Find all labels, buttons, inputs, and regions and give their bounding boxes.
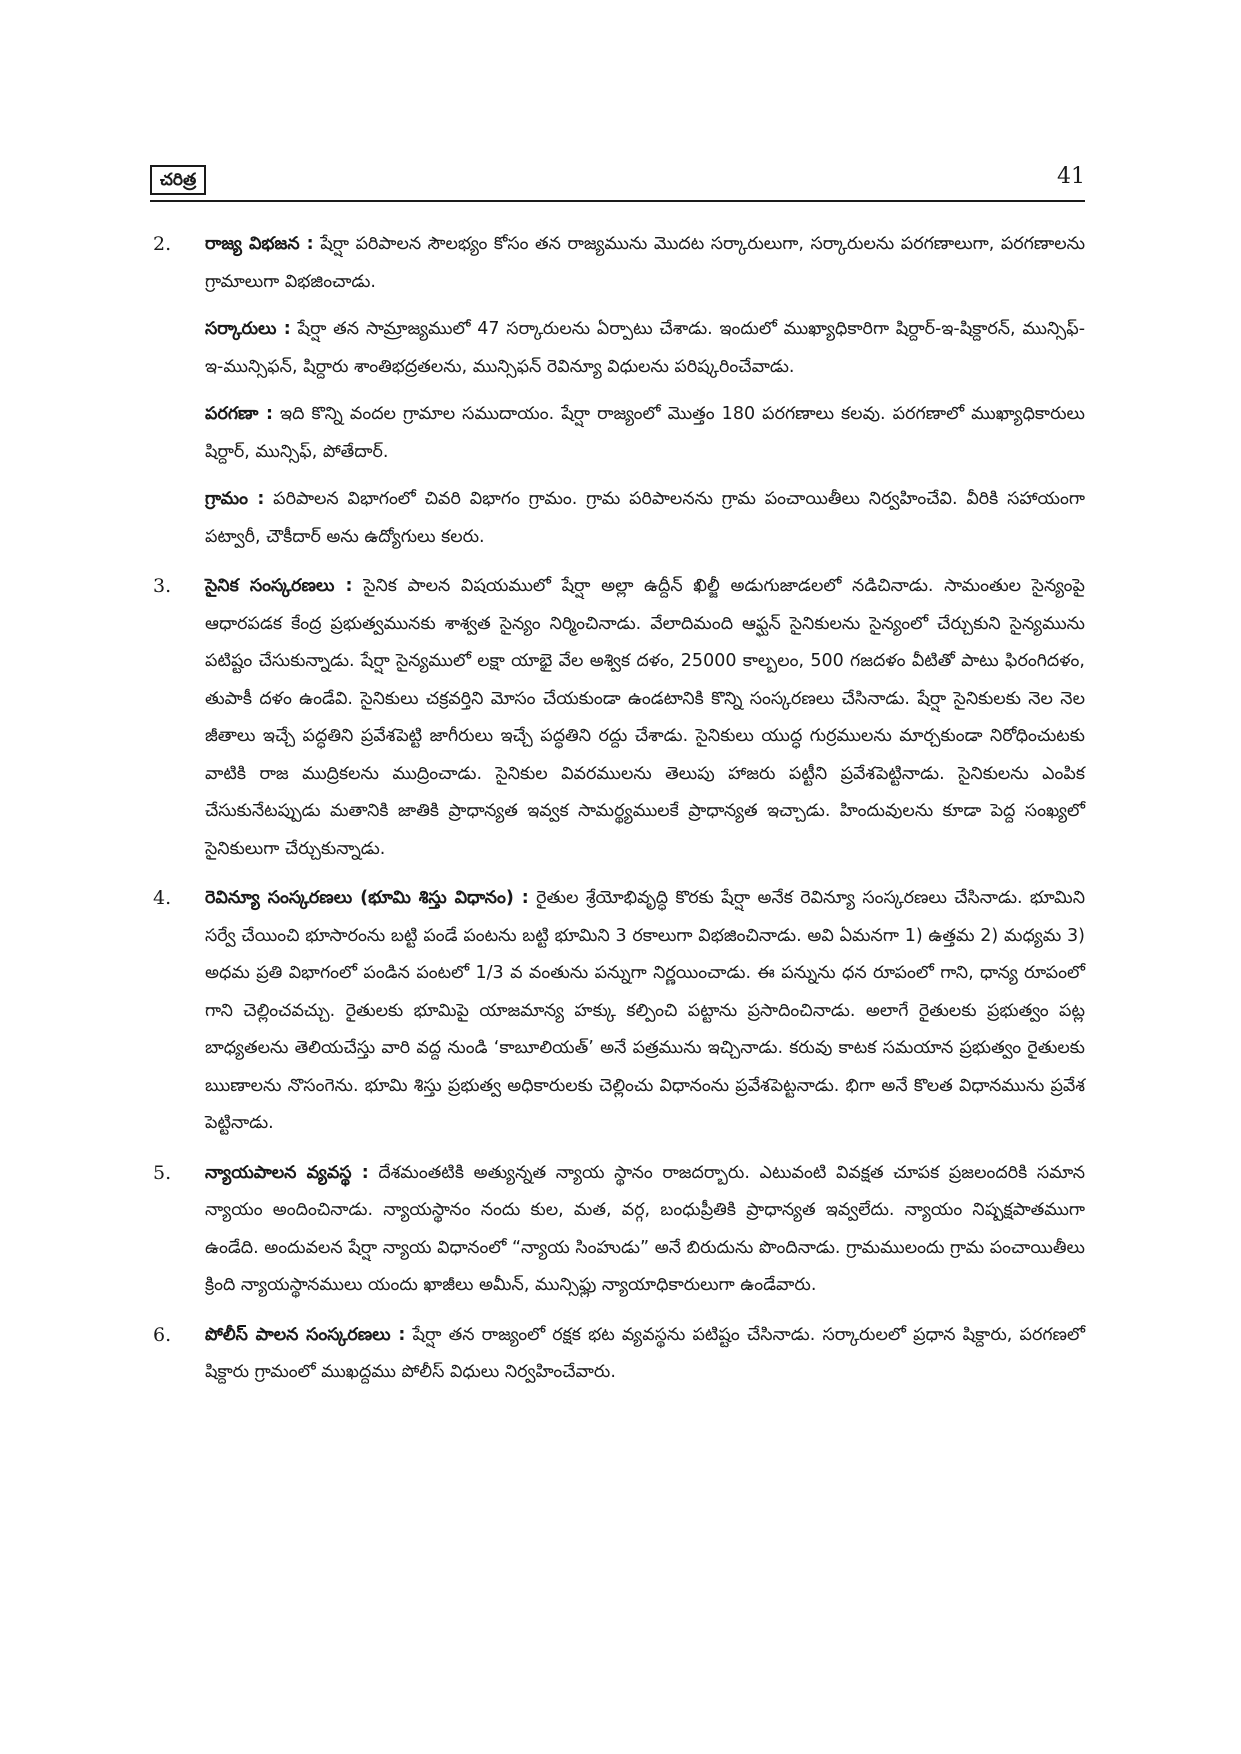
list-item-5 — [153, 1155, 1085, 1305]
paragraph — [205, 396, 1085, 471]
paragraph-heading: రాజ్య విభజన : — [205, 234, 314, 254]
chapter-label: చరిత్ర — [150, 165, 206, 195]
paragraph — [205, 481, 1085, 556]
paragraph — [205, 226, 1085, 301]
paragraph — [205, 880, 1085, 1143]
page-header — [150, 160, 1085, 202]
paragraph — [205, 311, 1085, 386]
list-item-3 — [153, 568, 1085, 868]
paragraph-heading: సర్కారులు : — [205, 319, 291, 339]
paragraph-heading: పోలీస్ పాలన సంస్కరణలు : — [205, 1324, 406, 1345]
paragraph-text: దేశమంతటికి అత్యున్నత న్యాయ స్థానం రాజదర్బారు. ఎటువంటి వివక్షత చూపక ప్రజలందరికి సమాన న్యాయం అందించినాడు. న్యాయస్థానం నందు కుల, మత, వర్గ, బంధుప్రీతికి ప్రాధాన్యత ఇవ్వలేదు. న్యాయం నిష్పక్షపాతముగా ఉండేది. అందువలన షేర్షా న్యాయ విధానంలో “న్యాయ సింహుడు” అనే బిరుదును పొందినాడు. గ్రామములందు గ్రామ పంచాయితీలు క్రింది న్యాయస్థానములు యందు ఖాజీలు అమీన్, మున్సిఫ్లు న్యాయాధికారులుగా ఉండేవారు. — [205, 1162, 1085, 1295]
paragraph-text: రైతుల శ్రేయోభివృద్ధి కొరకు షేర్షా అనేక రెవిన్యూ సంస్కరణలు చేసినాడు. భూమిని సర్వే చేయించి భూసారంను బట్టి పండే పంటను బట్టి భూమిని 3 రకాలుగా విభజించినాడు. అవి ఏమనగా 1) ఉత్తమ 2) మధ్యమ 3) అధమ ప్రతి విభాగంలో పండిన పంటలో 1/3 వ వంతును పన్నుగా నిర్ణయించాడు. ఈ పన్నును ధన రూపంలో గాని, ధాన్య రూపంలో గాని చెల్లించవచ్చు. రైతులకు భూమిపై యాజమాన్య హక్కు కల్పించి పట్టాను ప్రసాదించినాడు. అలాగే రైతులకు ప్రభుత్వం పట్ల బాధ్యతలను తెలియచేస్తు వారి వద్ద నుండి ‘కాబూలియత్’ అనే పత్రమును ఇచ్చినాడు. కరువు కాటక సమయాన ప్రభుత్వం రైతులకు ఋణాలను నొసంగెను. భూమి శిస్తు ప్రభుత్వ అధికారులకు చెల్లించు విధానంను ప్రవేశపెట్టనాడు. భిగా అనే కొలత విధానమును ప్రవేశ పెట్టినాడు. — [205, 888, 1085, 1133]
paragraph-heading: న్యాయపాలన వ్యవస్థ : — [205, 1162, 369, 1183]
list-item-4 — [153, 880, 1085, 1143]
paragraph — [205, 1317, 1085, 1392]
paragraph-text: సైనిక పాలన విషయములో షేర్షా అల్లా ఉద్దీన్ ఖిల్జీ అడుగుజాడలలో నడిచినాడు. సామంతుల సైన్యంపై ఆధారపడక కేంద్ర ప్రభుత్వమునకు శాశ్వత సైన్యం నిర్మించినాడు. వేలాదిమంది ఆఫ్ఘన్ సైనికులను సైన్యంలో చేర్చుకుని సైన్యమును పటిష్టం చేసుకున్నాడు. షేర్షా సైన్యములో లక్షా యాభై వేల అశ్విక దళం, 25000 కాల్బలం, 500 గజదళం వీటితో పాటు ఫిరంగిదళం, తుపాకీ దళం ఉండేవి. సైనికులు చక్రవర్తిని మోసం చేయకుండా ఉండటానికి కొన్ని సంస్కరణలు చేసినాడు. షేర్షా సైనికులకు నెల నెల జీతాలు ఇచ్చే పద్ధతిని ప్రవేశపెట్టి జాగీరులు ఇచ్చే పద్ధతిని రద్దు చేశాడు. సైనికులు యుద్ధ గుర్రములను మార్చకుండా నిరోధించుటకు వాటికి రాజ ముద్రికలను ముద్రించాడు. సైనికుల వివరములను తెలుపు హాజరు పట్టీని ప్రవేశపెట్టినాడు. సైనికులను ఎంపిక చేసుకునేటప్పుడు మతానికి జాతికి ప్రాధాన్యత ఇవ్వక సామర్థ్యములకే ప్రాధాన్యత ఇచ్చాడు. హిందువులను కూడా పెద్ద సంఖ్యలో సైనికులుగా చేర్చుకున్నాడు. — [205, 576, 1085, 859]
paragraph-heading: రెవిన్యూ సంస్కరణలు (భూమి శిస్తు విధానం) : — [205, 888, 529, 908]
item-number: 5. — [153, 1161, 172, 1184]
paragraph-text: ఇది కొన్ని వందల గ్రామాల సముదాయం. షేర్షా రాజ్యంలో మొత్తం 180 పరగణాలు కలవు. పరగణాలో ముఖ్యాధికారులు షిర్దార్, మున్సిఫ్, పోతేదార్. — [205, 404, 1085, 462]
paragraph-heading: పరగణా : — [205, 404, 273, 424]
list-item-2 — [153, 226, 1086, 556]
paragraph-heading: సైనిక సంస్కరణలు : — [205, 576, 353, 596]
paragraph-text: షేర్షా తన సామ్రాజ్యములో 47 సర్కారులను ఏర్పాటు చేశాడు. ఇందులో ముఖ్యాధికారిగా షిర్దార్-ఇ-షిక్దారన్, మున్సిఫ్-ఇ-మున్సిఫన్, షిర్దారు శాంతిభద్రతలను, మున్సిఫన్ రెవిన్యూ విధులను పరిష్కరించేవాడు. — [205, 319, 1086, 377]
paragraph — [205, 568, 1085, 868]
paragraph-text: షేర్షా పరిపాలన సౌలభ్యం కోసం తన రాజ్యమును మొదట సర్కారులుగా, సర్కారులను పరగణాలుగా, పరగణాలను గ్రామాలుగా విభజించాడు. — [205, 234, 1085, 292]
item-number: 4. — [153, 887, 172, 909]
page-body — [153, 226, 1086, 1404]
page-number: 41 — [1057, 164, 1085, 189]
list-item-6 — [153, 1317, 1085, 1392]
item-number: 2. — [153, 233, 172, 255]
paragraph-heading: గ్రామం : — [205, 489, 265, 509]
item-number: 6. — [153, 1323, 172, 1346]
item-number: 3. — [153, 575, 172, 597]
paragraph — [205, 1155, 1085, 1305]
paragraph-text: పరిపాలన విభాగంలో చివరి విభాగం గ్రామం. గ్రామ పరిపాలనను గ్రామ పంచాయితీలు నిర్వహించేవి. వీరికి సహాయంగా పట్వారీ, చౌకీదార్ అను ఉద్యోగులు కలరు. — [205, 489, 1086, 547]
paragraph-text: షేర్షా తన రాజ్యంలో రక్షక భట వ్యవస్థను పటిష్టం చేసినాడు. సర్కారులలో ప్రధాన షిక్దారు, పరగణలో షిక్దారు గ్రామంలో ముఖద్దము పోలీస్ విధులు నిర్వహించేవారు. — [205, 1324, 1085, 1382]
